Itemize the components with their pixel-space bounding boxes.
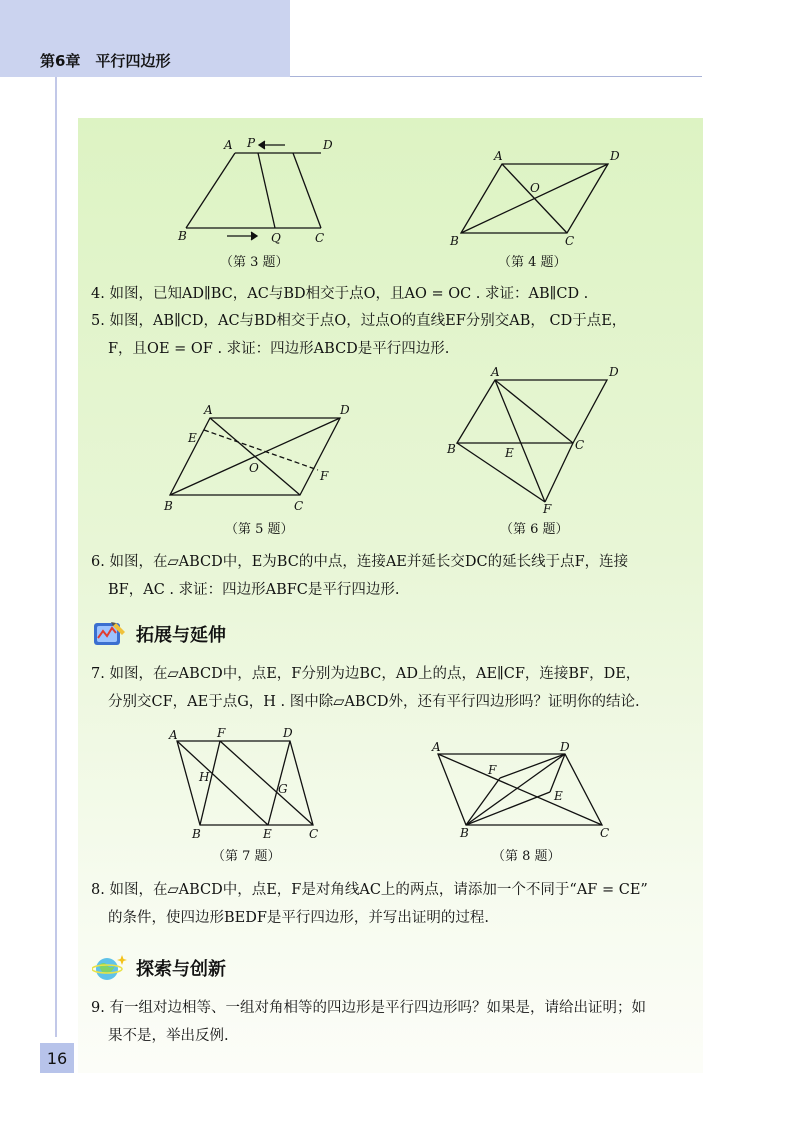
label-c: C (575, 438, 585, 452)
problem-5: 5. 如图，AB∥CD，AC与BD相交于点O，过点O的直线EF分别交AB， CD于点E， F，且OE = OF . 求证：四边形ABCD是平行四边形. (91, 313, 627, 357)
label-d: D (323, 138, 333, 152)
label-c: C (294, 499, 304, 513)
figure-5 (160, 400, 360, 515)
pencil-chart-icon (92, 619, 128, 649)
label-a: A (494, 149, 503, 163)
figure-3-caption: （第 3 题） (220, 255, 289, 270)
label-d: D (560, 740, 570, 754)
label-c: C (309, 827, 319, 841)
label-g: G (278, 782, 288, 796)
label-h: H (199, 770, 210, 784)
label-f: F (320, 469, 329, 483)
problem-9: 9. 有一组对边相等、一组对角相等的四边形是平行四边形吗？如果是，请给出证明；如 果不是，举出反例. (91, 1000, 646, 1044)
left-margin-rule (55, 77, 57, 1037)
label-b: B (178, 229, 187, 243)
section-extension-title: 拓展与延伸 (136, 625, 226, 646)
label-d: D (609, 365, 619, 379)
figure-6-caption: （第 6 题） (500, 522, 569, 537)
problem-4: 4. 如图，已知AD∥BC，AC与BD相交于点O，且AO = OC . 求证：AB∥CD . (91, 286, 589, 302)
label-f: F (543, 502, 552, 516)
label-f: F (217, 726, 226, 740)
label-a: A (491, 365, 500, 379)
label-e: E (554, 789, 563, 803)
problem-6: 6. 如图，在▱ABCD中，E为BC的中点，连接AE并延长交DC的延长线于点F，连接 BF，AC . 求证：四边形ABFC是平行四边形. (91, 554, 629, 598)
label-c: C (600, 826, 610, 840)
figure-4-caption: （第 4 题） (498, 255, 567, 270)
label-o: O (530, 181, 540, 195)
figure-4 (450, 150, 630, 250)
page-number: 16 (40, 1043, 74, 1073)
problem-8: 8. 如图，在▱ABCD中，点E，F是对角线AC上的两点，请添加一个不同于“AF = CE” 的条件，使四边形BEDF是平行四边形，并写出证明的过程. (91, 882, 648, 926)
label-b: B (450, 234, 459, 248)
label-e: E (188, 431, 197, 445)
label-d: D (610, 149, 620, 163)
figure-8-caption: （第 8 题） (492, 849, 561, 864)
label-b: B (460, 826, 469, 840)
figure-3 (175, 135, 335, 245)
label-a: A (224, 138, 233, 152)
figure-7-caption: （第 7 题） (212, 849, 281, 864)
label-o: O (249, 461, 259, 475)
label-c: C (565, 234, 575, 248)
label-q: Q (271, 231, 281, 245)
figure-7 (165, 725, 325, 840)
section-extension (92, 618, 226, 650)
figure-6 (445, 365, 625, 515)
figure-8 (430, 740, 620, 840)
problem-7: 7. 如图，在▱ABCD中，点E，F分别为边BC，AD上的点，AE∥CF，连接BF，DE， 分别交CF，AE于点G，H . 图中除▱ABCD外，还有平行四边形吗？证明你的结论. (91, 666, 641, 710)
label-a: A (432, 740, 441, 754)
label-a: A (204, 403, 213, 417)
section-explore-title: 探索与创新 (136, 959, 226, 980)
label-d: D (340, 403, 350, 417)
label-e: E (505, 446, 514, 460)
figure-5-caption: （第 5 题） (225, 522, 294, 537)
label-a: A (169, 728, 178, 742)
label-b: B (192, 827, 201, 841)
label-b: B (447, 442, 456, 456)
header-rule (290, 76, 702, 77)
section-explore (92, 952, 226, 984)
label-b: B (164, 499, 173, 513)
label-e: E (263, 827, 272, 841)
label-p: P (247, 136, 256, 150)
globe-sparkle-icon (92, 953, 128, 983)
label-d: D (283, 726, 293, 740)
label-f: F (488, 763, 497, 777)
chapter-title: 第6章 平行四边形 (40, 52, 171, 70)
label-c: C (315, 231, 325, 245)
